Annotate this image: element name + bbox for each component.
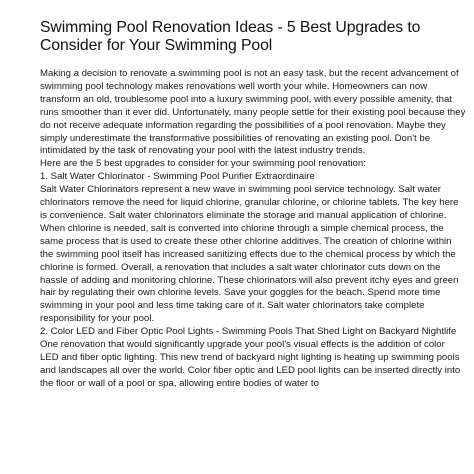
paragraph-list-intro: Here are the 5 best upgrades to consider for your swimming pool renovation:: [40, 158, 366, 170]
paragraph-salt-water: Salt Water Chlorinators represent a new wave in swimming pool service technology. Salt water chlorinators remove the need for liquid chlorine, granular chlorine, or chlorine tablets. The key here is convenience. Salt water chlorinators eliminate the storage and manual application of chlorine. When chlorine is needed, salt is converted into chlorine through a simple chemical process, the same process that is used to create these other chlorine additives. The creation of chlorine within the swimming pool itself has increased sanitizing effects due to the chemical process by which the chlorine is formed. Overall, a renovation that includes a salt water chlorinator cuts down on the hassle of adding and monitoring chlorine. These chlorinators will also prevent itchy eyes and green hair by regulating their own chlorine levels. Save your goggles for the beach. Spend more time swimming in your pool and less time taking care of it. Salt water chlorinators take complete responsibility for your pool.: [40, 184, 459, 325]
document-title: Swimming Pool Renovation Ideas - 5 Best Upgrades to Consider for Your Swimming Pool: [40, 19, 421, 54]
document-body: [40, 68, 466, 391]
paragraph-intro: Making a decision to renovate a swimming pool is not an easy task, but the recent advancement of swimming pool technology makes renovations well worth your while. Homeowners can now transform an old, troublesome pool into a luxury swimming pool, with every possible amenity, that runs smoother than it ever did. Unfortunately, many people settle for their existing pool because they do not receive adequate information regarding the possibilities of a pool renovation. Maybe they simply underestimate the transformative possibilities of renovating an existing pool. Don't be intimidated by the task of renovating your pool with the latest industry trends.: [40, 68, 466, 157]
section-heading-salt-water: 1. Salt Water Chlorinator - Swimming Pool Purifier Extraordinaire: [40, 171, 315, 183]
section-heading-led-lights: 2. Color LED and Fiber Optic Pool Lights - Swimming Pools That Shed Light on Backyard Nightlife: [40, 326, 457, 338]
paragraph-led-lights: One renovation that would significantly upgrade your pool's visual effects is the addition of color LED and fiber optic lighting. This new trend of backyard night lighting is heating up swimming pools and landscapes all over the world. Color fiber optic and LED pool lights can be inserted directly into the floor or wall of a pool or spa, allowing entire bodies of water to: [40, 339, 461, 389]
